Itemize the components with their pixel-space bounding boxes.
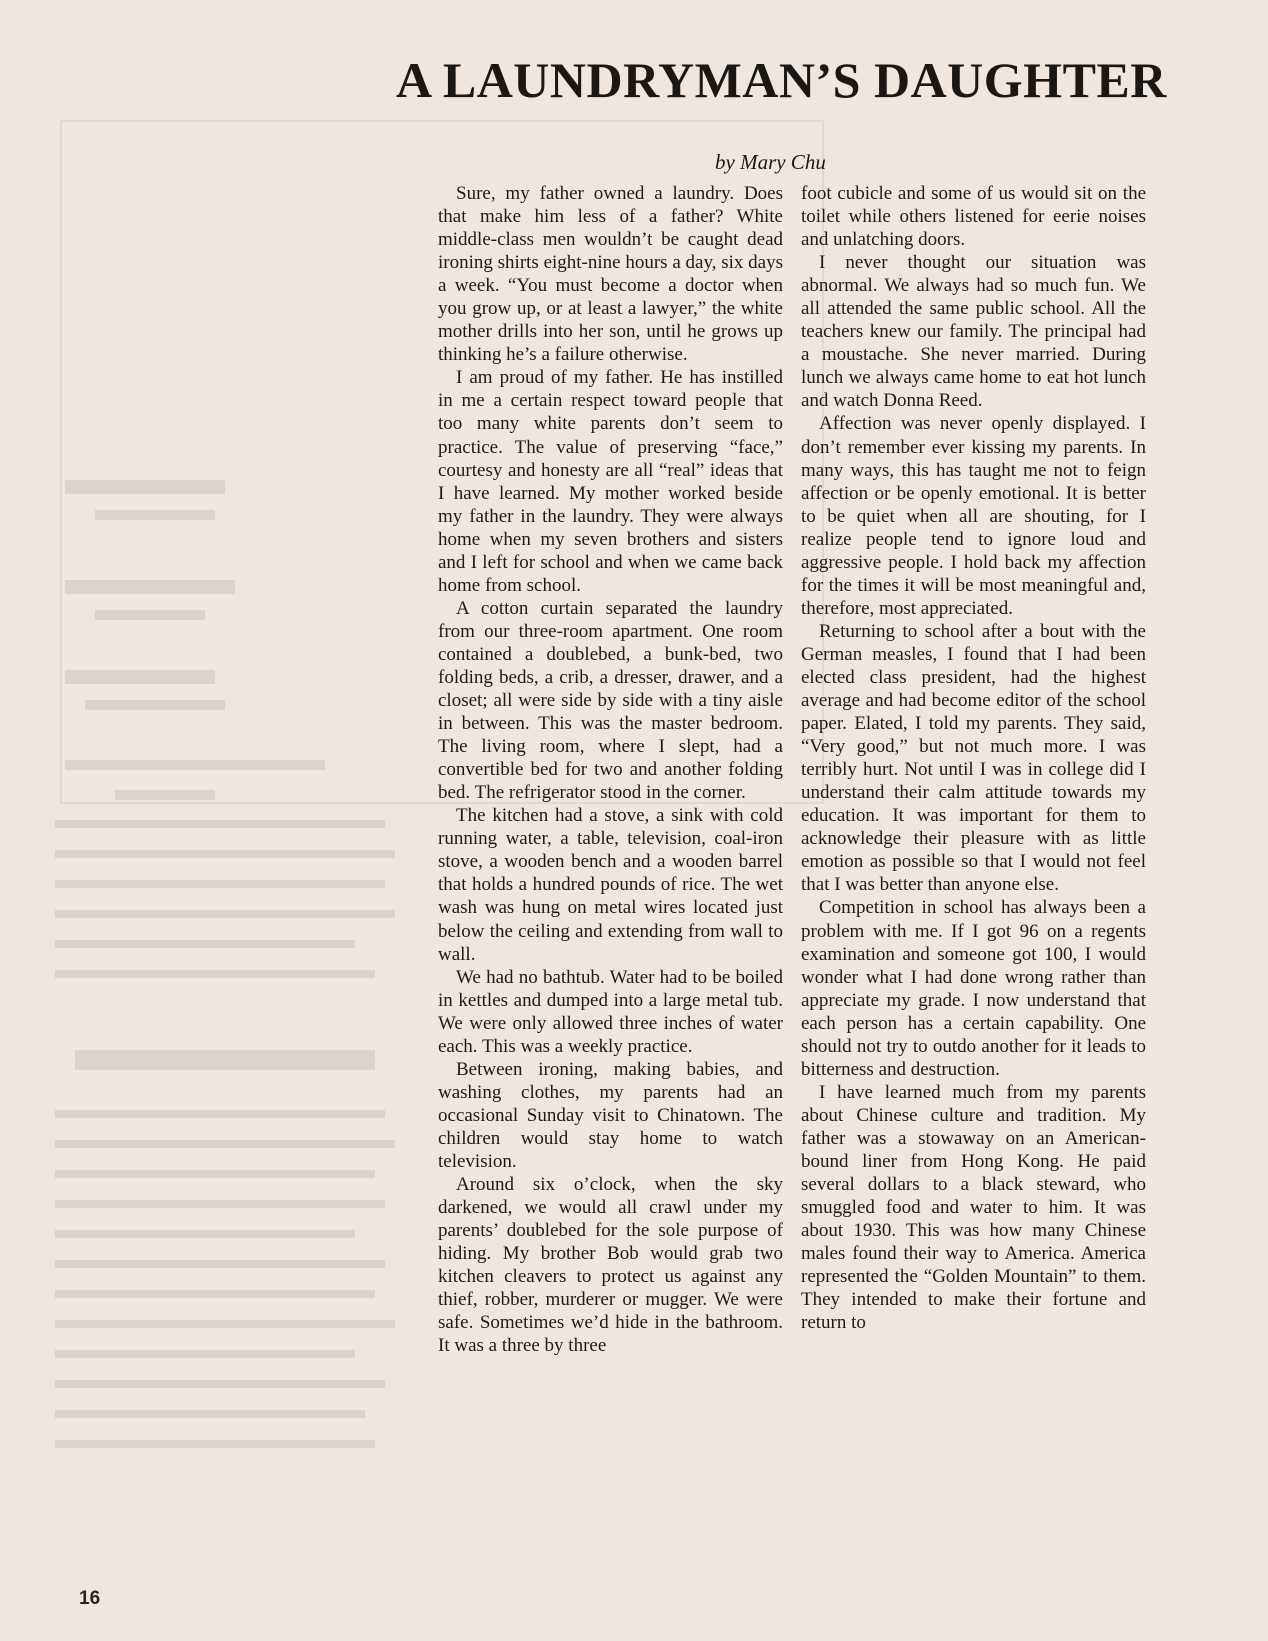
- article-column-left: [438, 182, 783, 1357]
- paragraph: A cotton curtain separated the laundry from our three-room apartment. One room contained a doublebed, a bunk-bed, two folding beds, a crib, a dresser, drawer, and a closet; all were side by side with a tiny aisle in between. This was the master bedroom. The living room, where I slept, had a convertible bed for two and another folding bed. The refrigerator stood in the corner.: [438, 597, 783, 804]
- page-number: 16: [79, 1588, 101, 1609]
- paragraph: Sure, my father owned a laundry. Does that make him less of a father? White middle-class men wouldn’t be caught dead ironing shirts eight-nine hours a day, six days a week. “You must become a doctor when you grow up, or at least a lawyer,” the white mother drills into her son, until he grows up thinking he’s a failure otherwise.: [438, 183, 783, 366]
- paragraph: I am proud of my father. He has instilled in me a certain respect toward people that too many white parents don’t seem to practice. The value of preserving “face,” courtesy and honesty are all “real” ideas that I have learned. My mother worked beside my father in the laundry. They were always home when my seven brothers and sisters and I left for school and when we came back home from school.: [438, 367, 783, 596]
- paragraph: Between ironing, making babies, and washing clothes, my parents had an occasional Sunday visit to Chinatown. The children would stay home to watch television.: [438, 1058, 783, 1172]
- article-byline: by Mary Chu: [715, 150, 826, 174]
- reverse-side-show-through: [55, 60, 415, 1490]
- paragraph: We had no bathtub. Water had to be boiled in kettles and dumped into a large metal tub. We were only allowed three inches of water each. This was a weekly practice.: [438, 966, 783, 1057]
- article-title: A LAUNDRYMAN’S DAUGHTER: [396, 52, 1167, 108]
- paragraph: Affection was never openly displayed. I don’t remember ever kissing my parents. In many ways, this has taught me not to feign affection or be openly emotional. It is better to be quiet when all are shouting, for I realize people tend to ignore loud and aggressive people. I hold back my affection for the times it will be most meaningful and, therefore, most appreciated.: [801, 413, 1146, 619]
- paragraph: Around six o’clock, when the sky darkened, we would all crawl under my parents’ doublebed for the sole purpose of hiding. My brother Bob would grab two kitchen cleavers to protect us against any thief, robber, murderer or mugger. We were safe. Sometimes we’d hide in the bathroom. It was a three by three: [438, 1174, 783, 1357]
- paragraph: I never thought our situation was abnormal. We always had so much fun. We all attended the same public school. All the teachers knew our family. The principal had a moustache. She never married. During lunch we always came home to eat hot lunch and watch Donna Reed.: [801, 252, 1146, 412]
- paragraph: I have learned much from my parents about Chinese culture and tradition. My father was a stowaway on an American-bound liner from Hong Kong. He paid several dollars to a black steward, who smuggled food and water to him. It was about 1930. This was how many Chinese males found their way to America. America represented the “Golden Mountain” to them. They intended to make their fortune and return to: [801, 1081, 1146, 1334]
- article-column-right: [801, 182, 1146, 1334]
- paragraph: The kitchen had a stove, a sink with cold running water, a table, television, coal-iron stove, a wooden bench and a wooden barrel that holds a hundred pounds of rice. The wet wash was hung on metal wires located just below the ceiling and extending from wall to wall.: [438, 805, 783, 965]
- paragraph-continued: foot cubicle and some of us would sit on the toilet while others listened for eerie noises and unlatching doors.: [801, 183, 1146, 251]
- paragraph: Competition in school has always been a problem with me. If I got 96 on a regents examination and someone got 100, I would wonder what I had done wrong rather than appreciate my grade. I now understand that each person has a certain capability. One should not try to outdo another for it leads to bitterness and destruction.: [801, 897, 1146, 1080]
- paragraph: Returning to school after a bout with the German measles, I found that I had been elected class president, had the highest average and had become editor of the school paper. Elated, I told my parents. They said, “Very good,” but not much more. I was terribly hurt. Not until I was in college did I understand their calm attitude towards my education. It was important for them to acknowledge their pleasure with as little emotion as possible so that I would not feel that I was better than anyone else.: [801, 620, 1146, 896]
